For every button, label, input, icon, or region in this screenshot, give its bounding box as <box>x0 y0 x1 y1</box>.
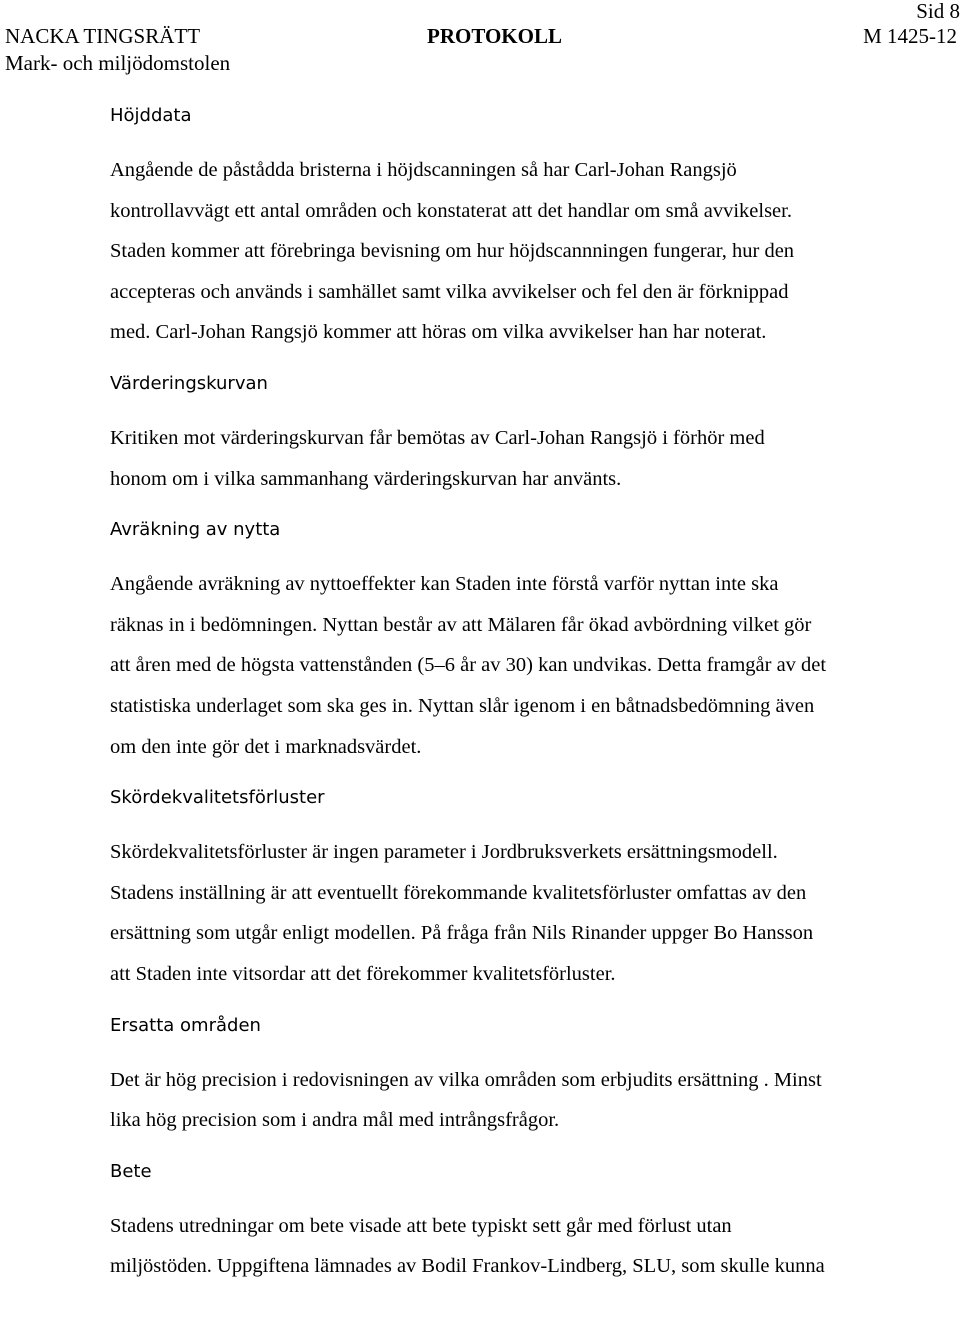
section-ersatta-omraden <box>110 1011 950 1141</box>
section-paragraph: Angående de påstådda bristerna i höjdscanningen så har Carl-Johan Rangsjö kontrollavvägt ett antal områden och konstaterat att det handlar om små avvikelser. Staden kommer att förebringa bevisning om hur höjdscannningen fungerar, hur den accepteras och används i samhället samt vilka avvikelser och fel den är förknippad med. Carl-Johan Rangsjö kommer att höras om vilka avvikelser han har noterat. <box>110 159 795 344</box>
section-paragraph: Skördekvalitetsförluster är ingen parameter i Jordbruksverkets ersättningsmodell. Stadens inställning är att eventuellt förekommande kvalitetsförluster omfattas av den ersättning som utgår enligt modellen. På fråga från Nils Rinander uppger Bo Hansson att Staden inte vitsordar att det förekommer kvalitetsförluster. <box>110 841 814 985</box>
section-heading: Värderingskurvan <box>110 372 268 394</box>
page-number: Sid 8 <box>916 0 960 23</box>
section-heading: Ersatta områden <box>110 1014 261 1036</box>
section-paragraph: Angående avräkning av nyttoeffekter kan Staden inte förstå varför nyttan inte ska räknas in i bedömningen. Nyttan består av att Mälaren får ökad avbördning vilket gör att åren med de högsta vattenstånden (5–6 år av 30) kan undvikas. Detta framgår av det statistiska underlaget som ska ges in. Nyttan slår igenom i en båtnadsbedömning även om den inte gör det i marknadsvärdet. <box>110 573 827 758</box>
section-paragraph: Kritiken mot värderingskurvan får bemötas av Carl-Johan Rangsjö i förhör med honom om i vilka sammanhang värderingskurvan har använts. <box>110 426 765 490</box>
section-skordekvalitetsforluster <box>110 783 950 994</box>
section-avrakning-av-nytta <box>110 515 950 767</box>
section-heading: Bete <box>110 1160 152 1182</box>
section-paragraph: Stadens utredningar om bete visade att bete typiskt sett går med förlust utan miljöstöden. Uppgiftena lämnades av Bodil Frankov-Lindberg, SLU, som skulle kunna <box>110 1214 825 1278</box>
document-type: PROTOKOLL <box>427 24 562 48</box>
case-number: M 1425-12 <box>863 24 957 48</box>
section-paragraph: Det är hög precision i redovisningen av vilka områden som erbjudits ersättning . Minst lika hög precision som i andra mål med intrångsfrågor. <box>110 1068 822 1132</box>
court-department: Mark- och miljödomstolen <box>5 51 231 75</box>
section-heading: Avräkning av nytta <box>110 519 281 541</box>
court-name: NACKA TINGSRÄTT <box>5 24 201 48</box>
section-heading: Skördekvalitetsförluster <box>110 787 325 809</box>
section-bete <box>110 1157 950 1287</box>
document-body <box>110 101 950 1303</box>
section-heading: Höjddata <box>110 105 192 126</box>
section-hojddata <box>110 101 950 353</box>
section-varderingskurvan <box>110 369 950 499</box>
